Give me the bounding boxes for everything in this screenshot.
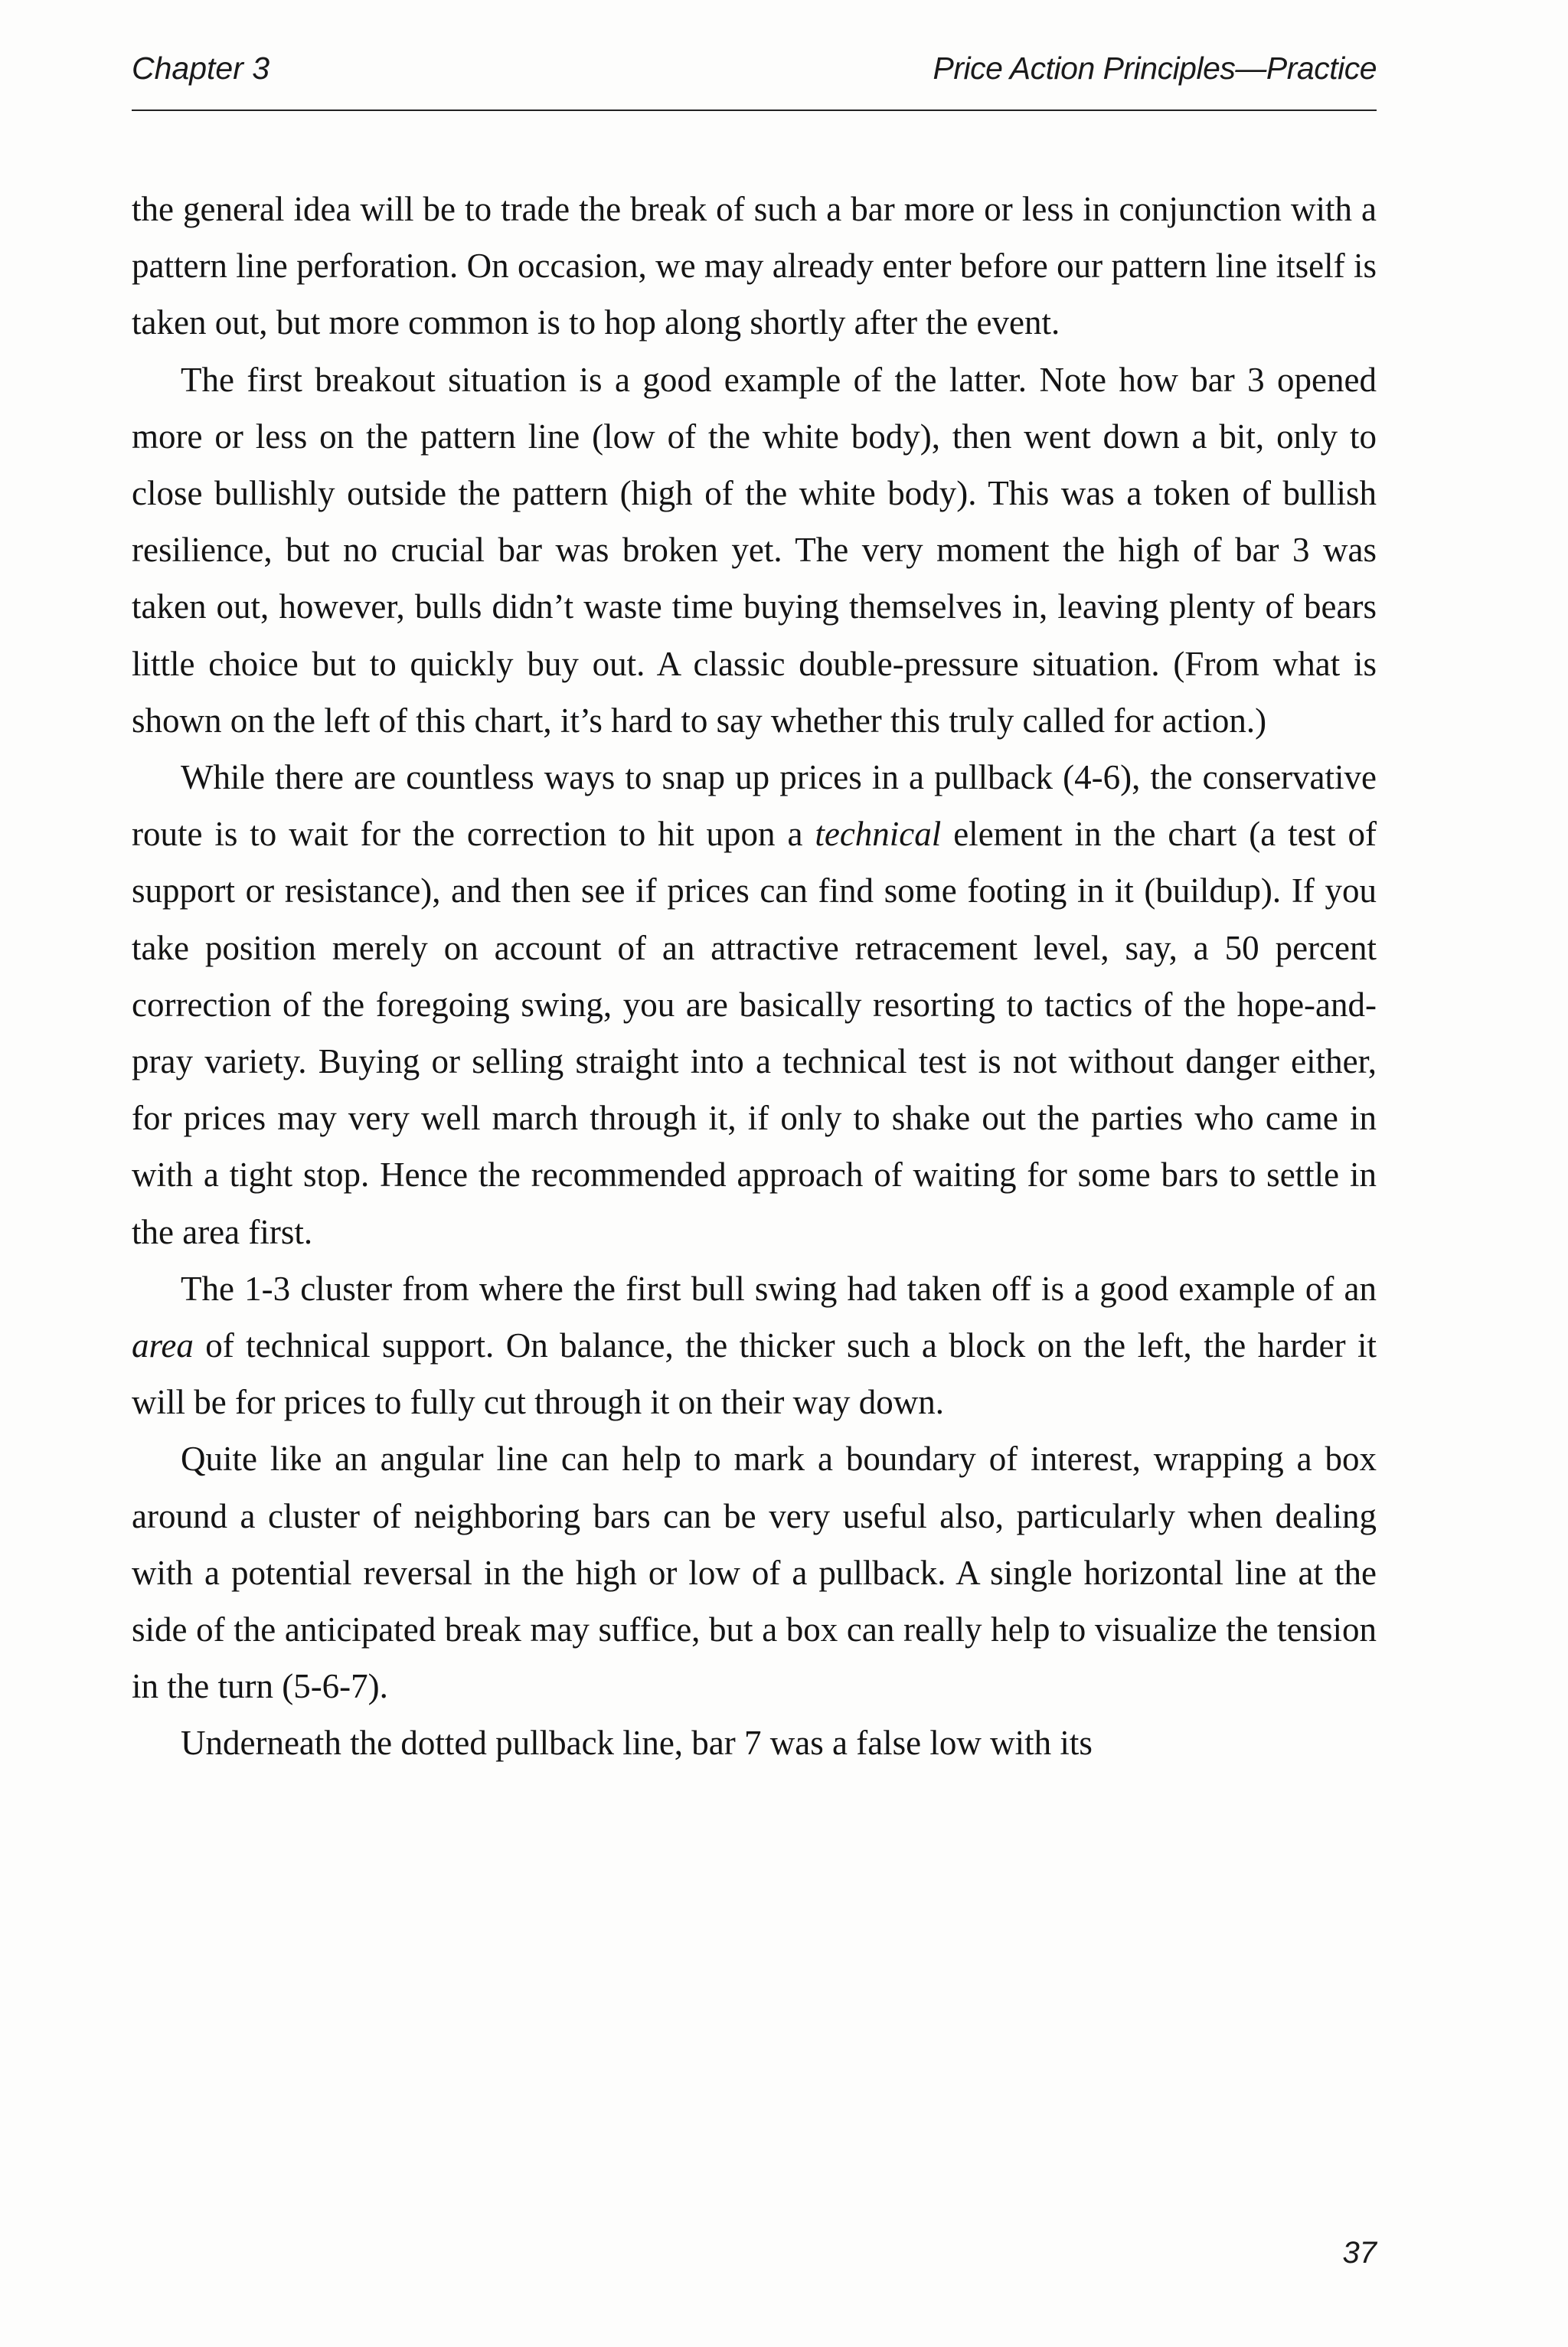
paragraph-2 — [132, 351, 1377, 749]
paragraph-3 — [132, 749, 1377, 1260]
section-title: Price Action Principles—Practice — [933, 51, 1377, 86]
paragraph-5 — [132, 1430, 1377, 1714]
paragraph-text: the general idea will be to trade the break of such a bar more or less in conjunction with a pattern line perforation. On occasion, we may already enter before our pattern line itself is taken out, but more common is to hop along shortly after the event. — [132, 190, 1377, 342]
paragraph-1 — [132, 181, 1377, 351]
paragraph-text: of technical support. On balance, the thicker such a block on the left, the harder it will be for prices to fully cut through it on their way down. — [132, 1326, 1377, 1422]
paragraph-text: element in the chart (a test of support or resistance), and then see if prices can find some footing in it (buildup). If you take position merely on account of an attractive retracement level, say, a 50 percent correction of the foregoing swing, you are basically resorting to tactics of the hope-and-pray variety. Buying or selling straight into a technical test is not without danger either, for prices may very well march through it, if only to shake out the parties who came in with a tight stop. Hence the recommended approach of waiting for some bars to settle in the area first. — [132, 815, 1377, 1251]
paragraph-text: Quite like an angular line can help to mark a boundary of interest, wrapping a box around a cluster of neighboring bars can be very useful also, particularly when dealing with a potential reversal in the high or low of a pullback. A single horizontal line at the side of the anticipated break may suffice, but a box can really help to visualize the tension in the turn (5-6-7). — [132, 1440, 1377, 1706]
header-rule — [132, 110, 1377, 111]
paragraph-text: While there are countless ways to snap up prices in a pullback (4-6), the conservative route is to wait for the correction to hit upon a — [132, 758, 1377, 854]
chapter-label: Chapter 3 — [132, 51, 270, 86]
emphasis-technical: technical — [815, 815, 942, 854]
paragraph-text: The first breakout situation is a good example of the latter. Note how bar 3 opened more or less on the pattern line (low of the white body), then went down a bit, only to close bullishly outside the pattern (high of the white body). This was a token of bullish resilience, but no crucial bar was broken yet. The very moment the high of bar 3 was taken out, however, bulls didn’t waste time buying themselves in, leaving plenty of bears little choice but to quickly buy out. A classic double-pressure situation. (From what is shown on the left of this chart, it’s hard to say whether this truly called for action.) — [132, 360, 1377, 740]
paragraph-text: Underneath the dotted pullback line, bar 7 was a false low with its — [181, 1724, 1093, 1763]
paragraph-6 — [132, 1714, 1377, 1771]
page-number: 37 — [1342, 2236, 1377, 2270]
body-text — [132, 181, 1377, 1772]
paragraph-4 — [132, 1260, 1377, 1431]
paragraph-text: The 1-3 cluster from where the first bull swing had taken off is a good example of an — [181, 1269, 1377, 1308]
running-head — [132, 51, 1377, 104]
emphasis-area: area — [132, 1326, 194, 1365]
